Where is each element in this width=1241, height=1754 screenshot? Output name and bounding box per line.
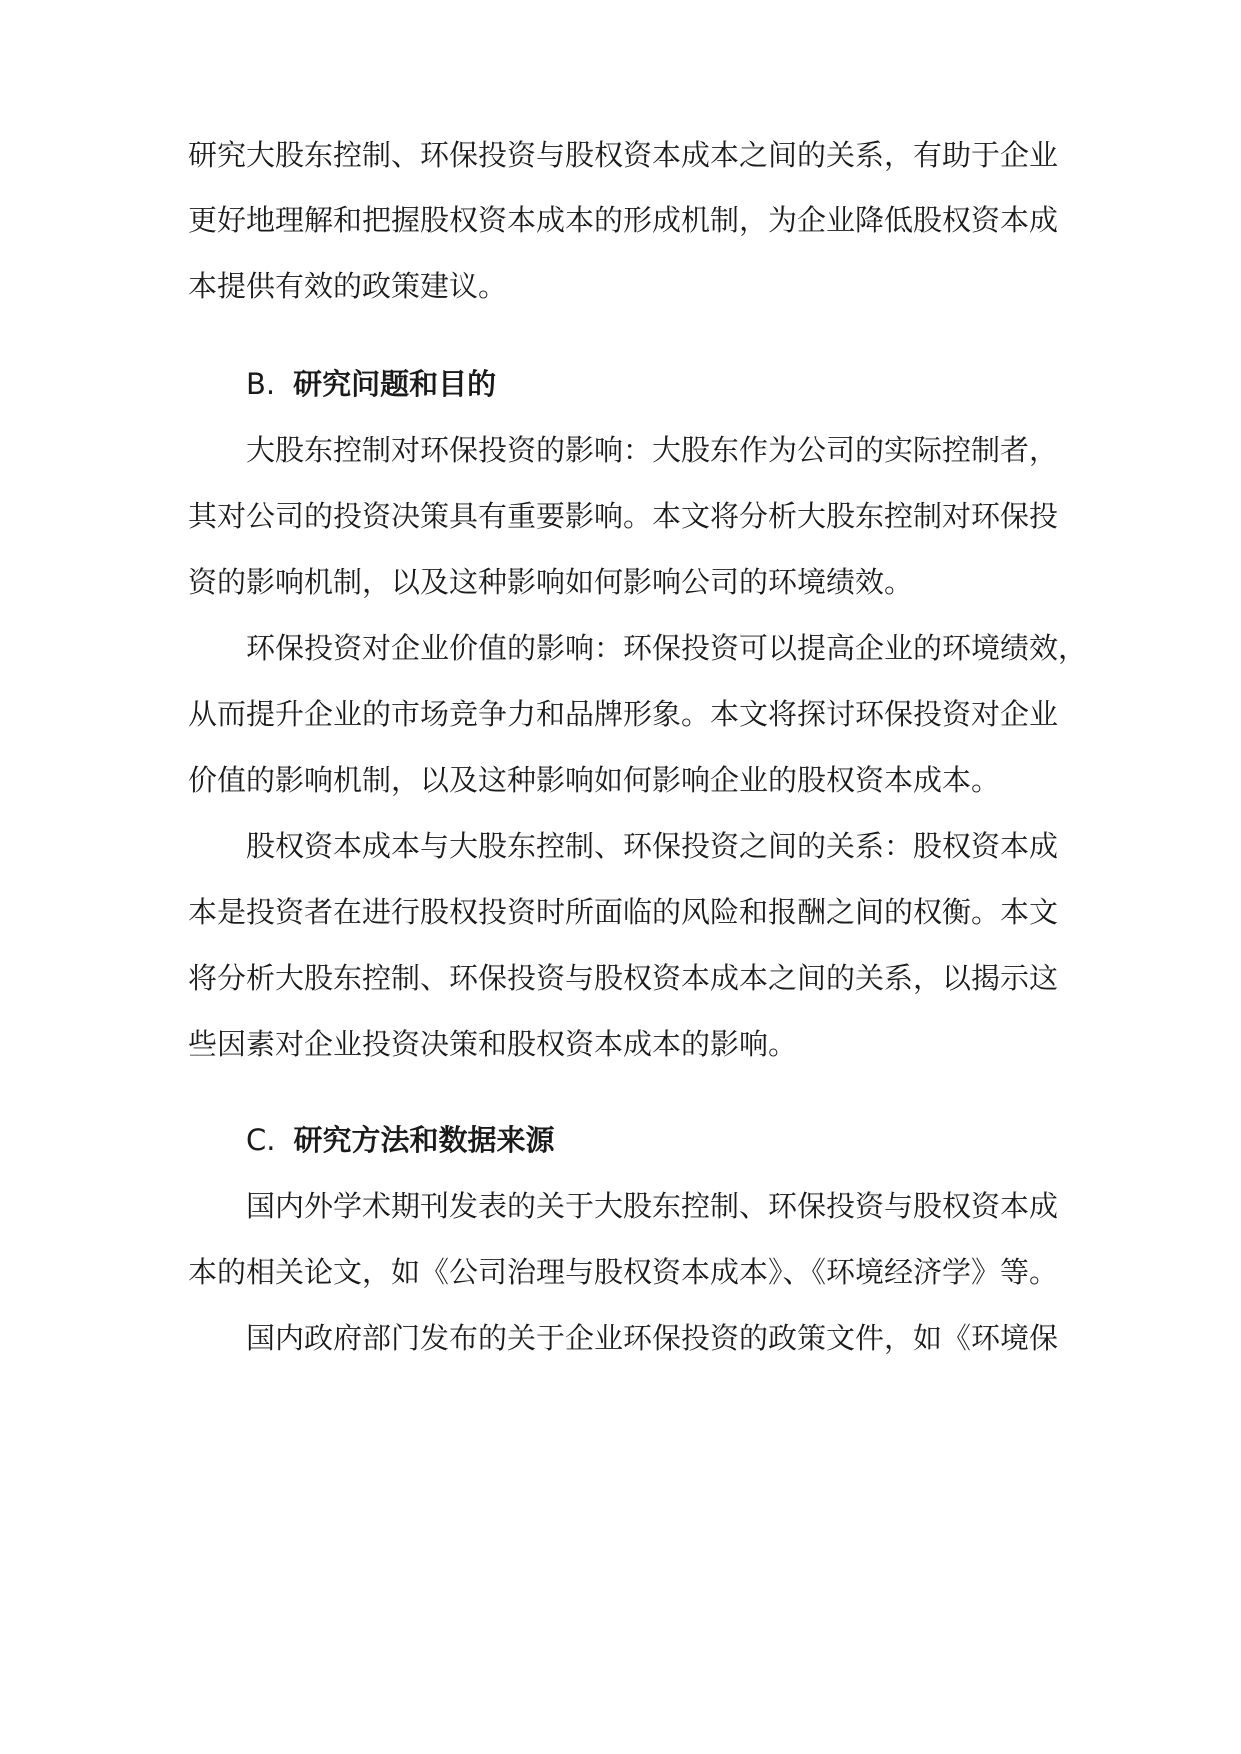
section-c-label: C.	[246, 1123, 276, 1157]
intro-line-3: 本提供有效的政策建议。	[188, 269, 508, 303]
section-b-p2-line-2: 从而提升企业的市场竞争力和品牌形象。本文将探讨环保投资对企业	[188, 697, 1059, 731]
intro-line-1: 研究大股东控制、环保投资与股权资本成本之间的关系，有助于企业	[188, 138, 1059, 172]
section-c-p1-line-2: 本的相关论文，如《公司治理与股权资本成本》、《环境经济学》等。	[188, 1255, 1059, 1289]
section-b-p3-line-2: 本是投资者在进行股权投资时所面临的风险和报酬之间的权衡。本文	[188, 895, 1059, 929]
section-b-p1-line-2: 其对公司的投资决策具有重要影响。本文将分析大股东控制对环保投	[188, 499, 1059, 533]
section-b-p1-line-3: 资的影响机制，以及这种影响如何影响公司的环境绩效。	[188, 565, 914, 599]
section-b-heading	[246, 364, 496, 404]
intro-line-2: 更好地理解和把握股权资本成本的形成机制，为企业降低股权资本成	[188, 203, 1059, 237]
section-b-p2-line-1: 环保投资对企业价值的影响：环保投资可以提高企业的环境绩效，	[246, 631, 1088, 665]
section-c-p1-line-1: 国内外学术期刊发表的关于大股东控制、环保投资与股权资本成	[246, 1189, 1059, 1223]
section-b-p3-line-4: 些因素对企业投资决策和股权资本成本的影响。	[188, 1027, 798, 1061]
section-b-p2-line-3: 价值的影响机制，以及这种影响如何影响企业的股权资本成本。	[188, 763, 1001, 797]
section-c-heading	[246, 1120, 554, 1160]
section-b-label: B.	[246, 367, 276, 401]
section-c-p2-line-1: 国内政府部门发布的关于企业环保投资的政策文件，如《环境保	[246, 1321, 1059, 1355]
section-b-p3-line-1: 股权资本成本与大股东控制、环保投资之间的关系：股权资本成	[246, 829, 1059, 863]
section-b-p1-line-1: 大股东控制对环保投资的影响：大股东作为公司的实际控制者，	[246, 433, 1059, 467]
section-b-p3-line-3: 将分析大股东控制、环保投资与股权资本成本之间的关系，以揭示这	[188, 961, 1059, 995]
section-c-title: 研究方法和数据来源	[293, 1123, 555, 1157]
section-b-title: 研究问题和目的	[293, 367, 497, 401]
